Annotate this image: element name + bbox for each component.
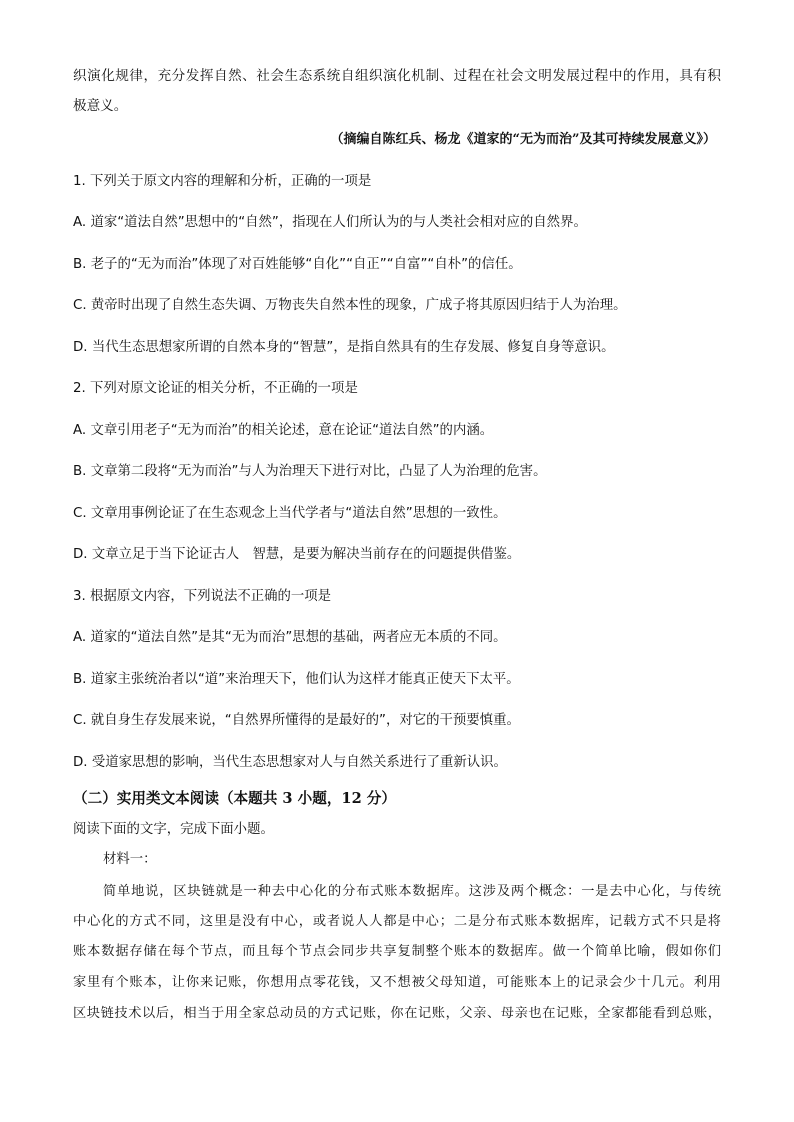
question-3-option-b: B. 道家主张统治者以“道”来治理天下，他们认为这样才能真正使天下太平。: [73, 672, 520, 687]
question-2-option-b: B. 文章第二段将“无为而治”与人为治理天下进行对比，凸显了人为治理的危害。: [73, 464, 547, 479]
question-3-option-d: D. 受道家思想的影响，当代生态思想家对人与自然关系进行了重新认识。: [73, 755, 507, 770]
source-citation: （摘编自陈红兵、杨龙《道家的“无为而治”及其可持续发展意义》）: [330, 132, 716, 147]
question-2-option-a: A. 文章引用老子“无为而治”的相关论述，意在论证“道法自然”的内涵。: [73, 423, 494, 438]
question-1-option-c: C. 黄帝时出现了自然生态失调、万物丧失自然本性的现象，广成子将其原因归结于人为治理。: [73, 298, 627, 313]
question-3-option-a: A. 道家的“道法自然”是其“无为而治”思想的基础，两者应无本质的不同。: [73, 630, 507, 645]
question-2-stem: 2. 下列对原文论证的相关分析，不正确的一项是: [73, 381, 358, 396]
material-line: 简单地说，区块链就是一种去中心化的分布式账本数据库。这涉及两个概念：一是去中心化，与传统: [103, 884, 722, 899]
material-line: 家里有个账本，让你来记账，你想用点零花钱，又不想被父母知道，可能账本上的记录会少十几元。利用: [73, 975, 722, 990]
question-2-option-c: C. 文章用事例论证了在生态观念上当代学者与“道法自然”思想的一致性。: [73, 506, 507, 521]
paragraph-continuation-line: 织演化规律，充分发挥自然、社会生态系统自组织演化机制、过程在社会文明发展过程中的作用，具有积: [73, 68, 722, 84]
paragraph-continuation-end: 极意义。: [73, 98, 128, 114]
section-instruction: 阅读下面的文字，完成下面小题。: [73, 822, 274, 837]
material-line: 区块链技术以后，相当于用全家总动员的方式记账，你在记账，父亲、母亲也在记账，全家都能看到总账，: [73, 1006, 722, 1021]
section-heading: （二）实用类文本阅读（本题共 3 小题，12 分）: [73, 790, 396, 807]
question-3-stem: 3. 根据原文内容，下列说法不正确的一项是: [73, 589, 332, 604]
question-3-option-c: C. 就自身生存发展来说，“自然界所懂得的是最好的”，对它的干预要慎重。: [73, 713, 520, 728]
question-1-option-a: A. 道家“道法自然”思想中的“自然”，指现在人们所认为的与人类社会相对应的自然界。: [73, 215, 587, 230]
question-1-option-d: D. 当代生态思想家所谓的自然本身的“智慧”，是指自然具有的生存发展、修复自身等意识。: [73, 340, 615, 355]
question-1-stem: 1. 下列关于原文内容的理解和分析，正确的一项是: [73, 174, 372, 189]
material-line: 中心化的方式不同，这里是没有中心，或者说人人都是中心；二是分布式账本数据库，记载方式不只是将: [73, 914, 722, 929]
question-2-option-d: D. 文章立足于当下论证古人 智慧，是要为解决当前存在的问题提供借鉴。: [73, 547, 521, 562]
material-label: 材料一：: [103, 852, 157, 867]
question-1-option-b: B. 老子的“无为而治”体现了对百姓能够“自化”“自正”“自富”“自朴”的信任。: [73, 257, 522, 272]
material-line: 账本数据存储在每个节点，而且每个节点会同步共享复制整个账本的数据库。做一个简单比喻，假如你们: [73, 944, 722, 959]
